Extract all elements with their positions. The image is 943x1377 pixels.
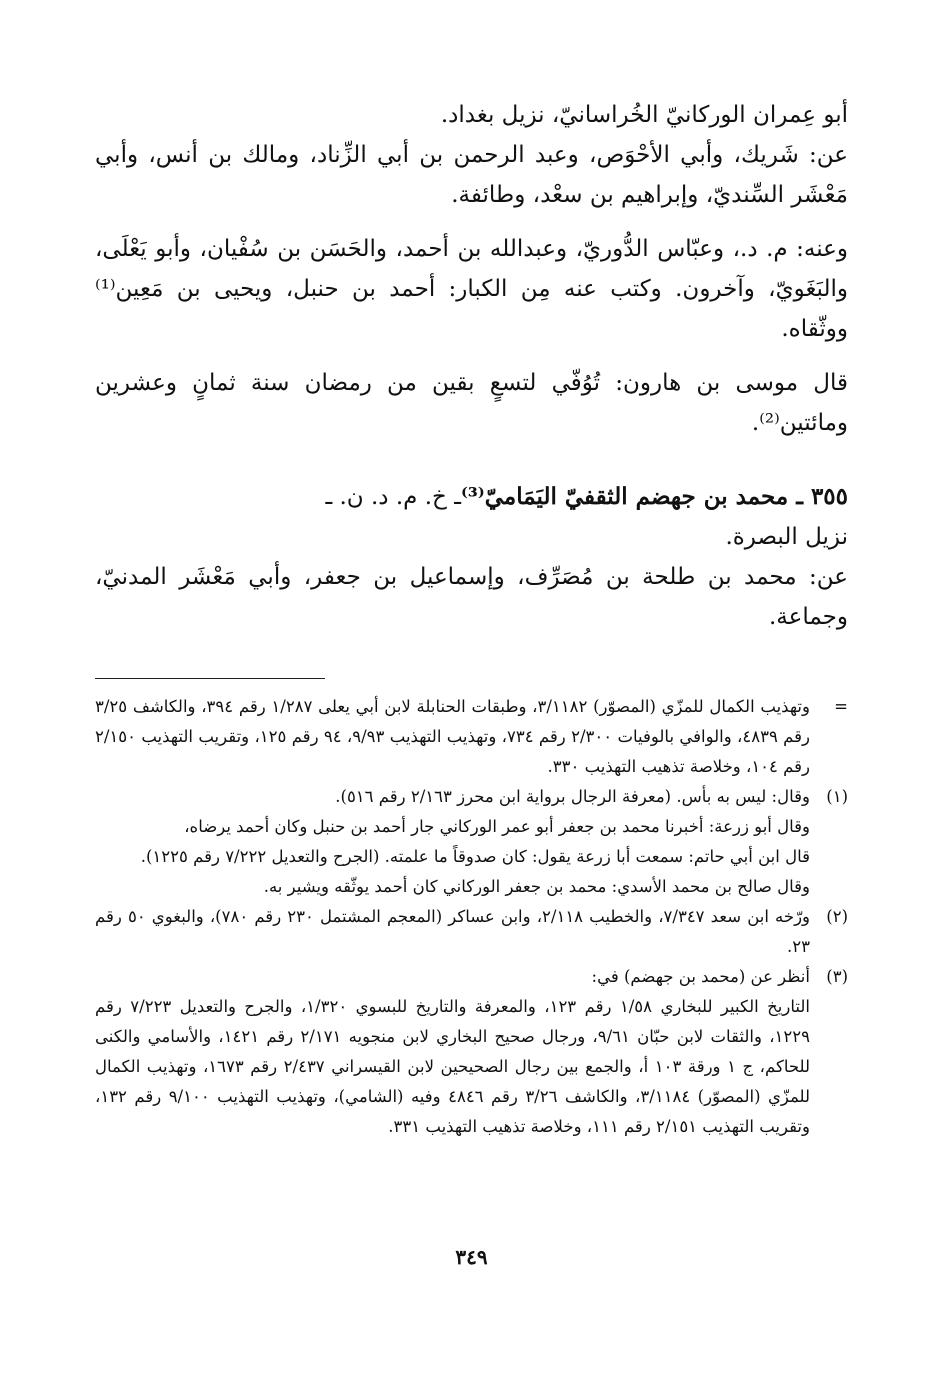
entry-title: ٣٥٥ ـ محمد بن جهضم الثقفيّ اليَمَاميّ⁽³⁾ [460, 483, 848, 510]
footnote-2 [95, 902, 848, 962]
footnote-text: قال ابن أبي حاتم: سمعت أبا زرعة يقول: كان صدوقاً ما علمته. (الجرح والتعديل ٧/٢٢٢ رقم ١٢٢٥). [140, 847, 810, 866]
main-text [95, 95, 848, 637]
footnote-continuation [95, 692, 848, 782]
entry-codes: ـ خ. م. د. ن. ـ [325, 484, 461, 510]
footnote-text: التاريخ الكبير للبخاري ١/٥٨ رقم ١٢٣، والمعرفة والتاريخ للبسوي ١/٣٢٠، والجرح والتعديل ٧/٢٢٣ رقم ١٢٢٩، والثقات لابن حبّان ٩/٦١، ورجال صحيح البخاري لابن منجويه ٢/١٧١ رقم ١٤٢١، والأسامي والكنى للحاكم، ج ١ ورقة ١٠٣ أ، والجمع بين رجال الصحيحين لابن القيسراني ٢/٤٣٧ رقم ١٦٧٣، وتهذيب الكمال للمزّي (المصوّر) ٣/١١٨٤، والكاشف ٣/٢٦ رقم ٤٨٤٦ وفيه (الشامي)، وتهذيب التهذيب ٩/١٠٠ رقم ١٣٢، وتقريب التهذيب ٢/١٥١ رقم ١١١، وخلاصة تذهيب التهذيب ٣٣١. [95, 997, 811, 1136]
footnote-text: ورّخه ابن سعد ٧/٣٤٧، والخطيب ٢/١١٨، وابن عساكر (المعجم المشتمل ٢٣٠ رقم ٧٨٠)، والبغوي ٥٠ رقم ٢٣. [95, 907, 811, 956]
footnote-text: وتهذيب الكمال للمزّي (المصوّر) ٣/١١٨٢، وطبقات الحنابلة لابن أبي يعلى ١/٢٨٧ رقم ٣٩٤، والكاشف ٣/٢٥ رقم ٤٨٣٩، والوافي بالوفيات ٢/٣٠٠ رقم ٧٣٤، وتهذيب التهذيب ٩/٩٣، ٩٤ رقم ١٢٥، وتقريب التهذيب ٢/١٥٠ رقم ١٠٤، وخلاصة تذهيب التهذيب ٣٣٠. [95, 697, 810, 776]
footnote-marker: (١) [826, 787, 848, 806]
footnote-1 [95, 782, 848, 902]
footnote-text: أنظر عن (محمد بن جهضم) في: [591, 967, 810, 986]
entry-residence: نزيل البصرة. [725, 524, 848, 550]
footnote-text: وقال أبو زرعة: أخبرنا محمد بن جعفر أبو عمر الوركاني جار أحمد بن حنبل وكان أحمد يرضاه، [184, 817, 810, 836]
intro-students: وعنه: م. د.، وعبّاس الدُّوريّ، وعبدالله بن أحمد، والحَسَن بن سُفْيان، وأبو يَعْلَى، والبَغَويّ، وآخرون. وكتب عنه مِن الكبار: أحمد بن حنبل، ويحيى بن مَعِين⁽¹⁾ ووثّقاه. [95, 236, 848, 342]
footnote-marker: = [834, 697, 848, 716]
intro-death: قال موسى بن هارون: تُوُفّي لتسعٍ بقين من رمضان سنة ثمانٍ وعشرين ومائتين⁽²⁾. [95, 370, 848, 436]
page-number: ٣٤٩ [455, 1245, 488, 1269]
intro-teachers: عن: شَريك، وأبي الأحْوَص، وعبد الرحمن بن أبي الزِّناد، ومالك بن أنس، وأبي مَعْشَر السِّنديّ، وإبراهيم بن سعْد، وطائفة. [95, 142, 848, 208]
footnote-marker: (٣) [826, 967, 848, 986]
footnote-divider [95, 678, 325, 679]
entry-teachers: عن: محمد بن طلحة بن مُصَرِّف، وإسماعيل بن جعفر، وأبي مَعْشَر المدنيّ، وجماعة. [95, 564, 848, 630]
footnote-marker: (٢) [826, 907, 848, 926]
entry-heading [95, 477, 848, 517]
intro-name-line: أبو عِمران الوركانيّ الخُراسانيّ، نزيل بغداد. [440, 102, 848, 128]
footnotes [95, 692, 848, 1142]
footnote-3 [95, 962, 848, 1142]
footnote-text: وقال صالح بن محمد الأسدي: محمد بن جعفر الوركاني كان أحمد يوثّقه ويشير به. [263, 877, 810, 896]
footnote-text: وقال: ليس به بأس. (معرفة الرجال برواية ابن محرز ٢/١٦٣ رقم ٥١٦). [335, 787, 810, 806]
